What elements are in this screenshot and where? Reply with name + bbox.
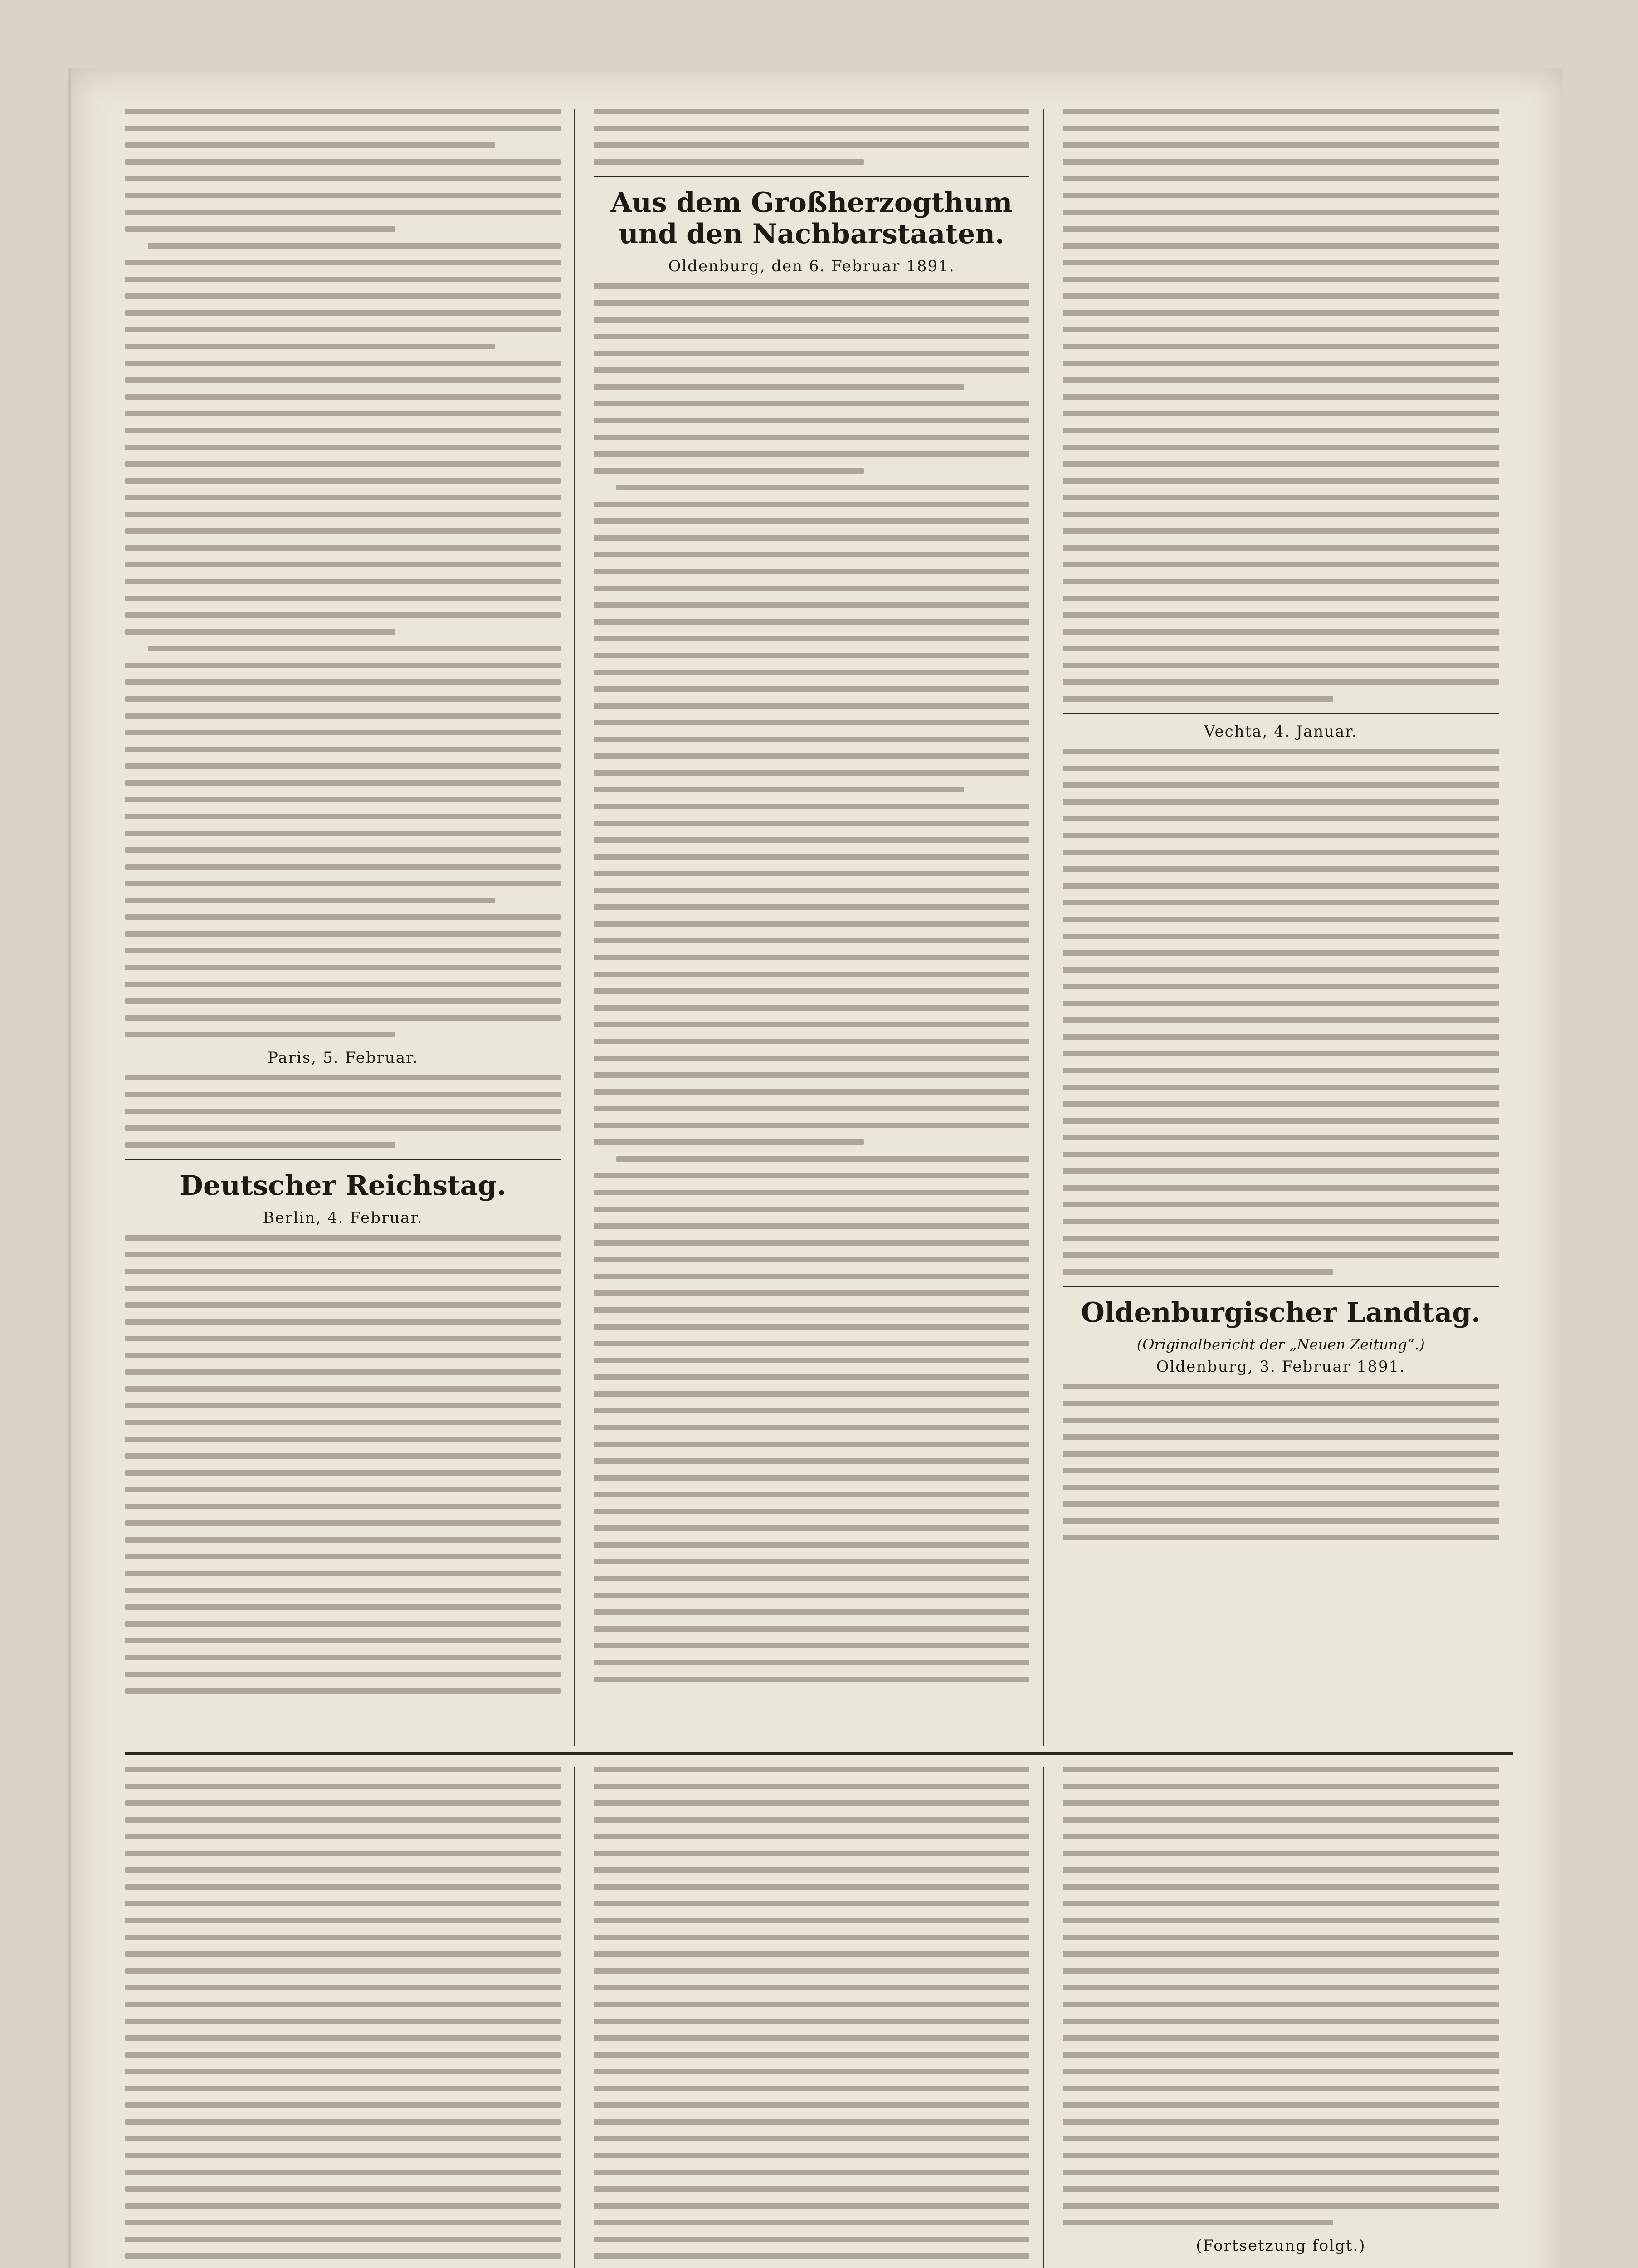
right-dateline-1: Vechta, 4. Januar. [1204, 723, 1358, 741]
left-dateline-2: Berlin, 4. Februar. [263, 1209, 423, 1227]
right-subheading: (Originalbericht der „Neuen Zeitung“.) [1136, 1336, 1425, 1353]
feuilleton-closing-note: (Fortsetzung folgt.) [1196, 2237, 1366, 2255]
feuilleton-columns [125, 1767, 1513, 2268]
column-left [125, 109, 575, 1746]
feuilleton-text-3 [1063, 1767, 1499, 2225]
feuilleton-text-2 [594, 1767, 1029, 2268]
left-dateline-1: Paris, 5. Februar. [267, 1049, 419, 1067]
right-heading-1: Oldenburgischer Landtag. [1081, 1297, 1481, 1329]
left-body-text-3 [125, 1235, 561, 1694]
left-heading-1: Deutscher Reichstag. [179, 1170, 507, 1202]
column-middle [594, 109, 1044, 1746]
newspaper-page [68, 68, 1563, 2268]
right-body-text-3 [1063, 1384, 1499, 1540]
middle-body-text-2 [594, 284, 1029, 1682]
feuilleton-column-3 [1063, 1767, 1513, 2268]
feuilleton-column-2 [594, 1767, 1044, 2268]
feuilleton-text-1 [125, 1767, 561, 2268]
left-body-text-1 [125, 109, 561, 1037]
column-right [1063, 109, 1513, 1746]
middle-dateline-1: Oldenburg, den 6. Februar 1891. [668, 257, 955, 275]
news-columns [125, 109, 1513, 1746]
middle-body-text-1 [594, 109, 1029, 165]
right-body-text-2 [1063, 749, 1499, 1275]
right-body-text-1 [1063, 109, 1499, 702]
left-body-text-2 [125, 1075, 561, 1148]
feuilleton-divider [125, 1752, 1513, 1755]
feuilleton-column-1 [125, 1767, 575, 2268]
right-dateline-2: Oldenburg, 3. Februar 1891. [1156, 1358, 1406, 1376]
middle-heading-1: Aus dem Großherzogthum und den Nachbarstaaten. [610, 187, 1013, 250]
